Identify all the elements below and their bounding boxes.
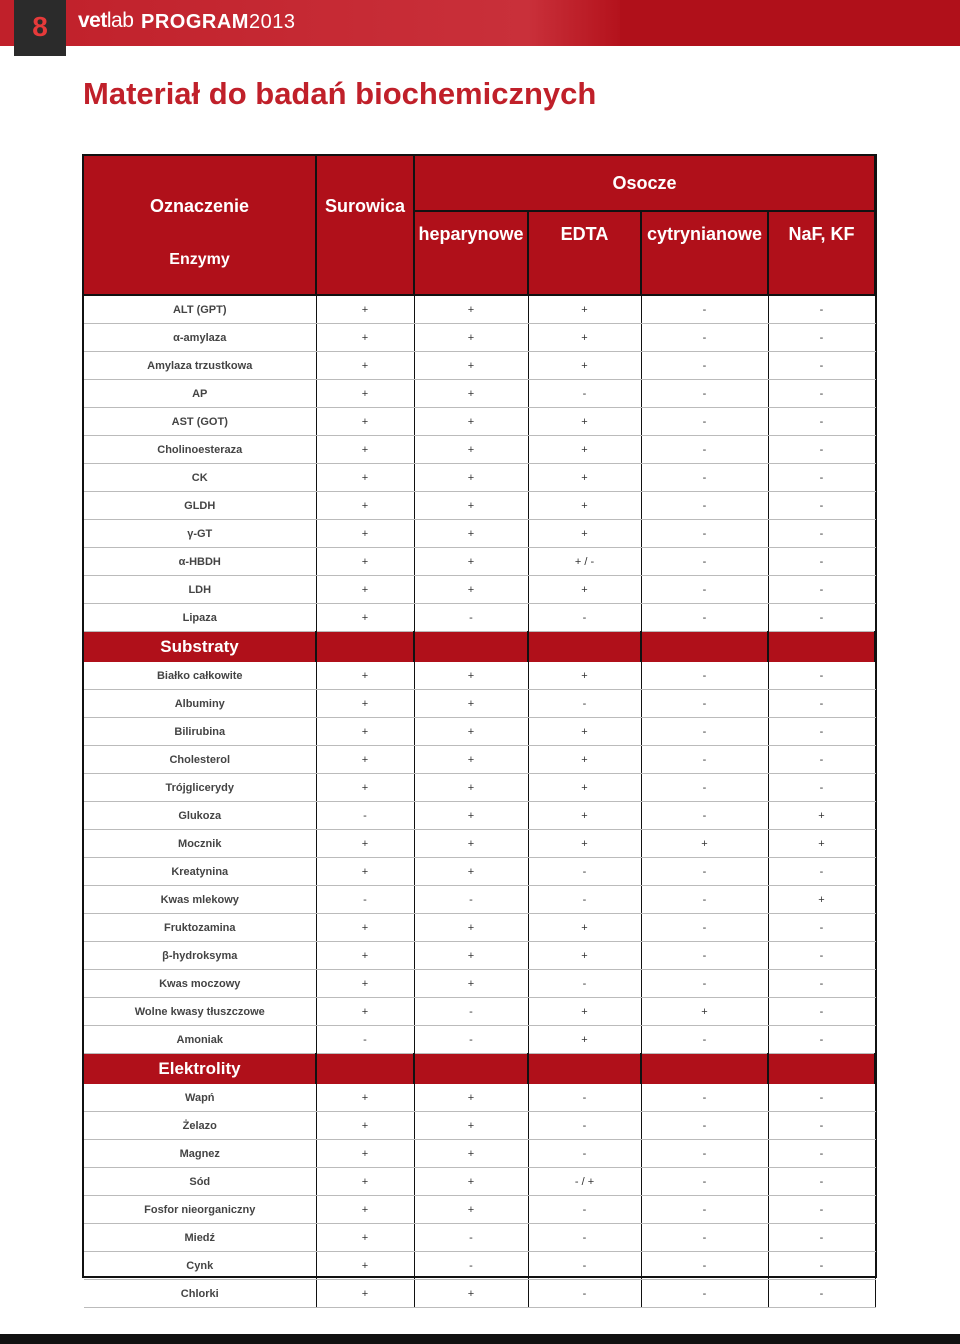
row-label: Cholinoesteraza: [84, 436, 316, 464]
table-cell: +: [414, 324, 528, 352]
table-row: [84, 520, 875, 548]
table-cell: -: [768, 352, 875, 380]
header-oznaczenie-label: Oznaczenie: [149, 196, 250, 216]
table-cell: -: [528, 1224, 641, 1252]
row-label: Magnez: [84, 1140, 316, 1168]
table-cell: +: [414, 1196, 528, 1224]
header-surowica-label: Surowica: [324, 196, 406, 216]
table-cell: +: [414, 1140, 528, 1168]
table-cell: -: [414, 1252, 528, 1280]
row-label: Kreatynina: [84, 858, 316, 886]
table-row: [84, 1224, 875, 1252]
table-cell: +: [414, 690, 528, 718]
table-cell: +: [316, 436, 414, 464]
table-cell: +: [414, 718, 528, 746]
table-cell: +: [528, 492, 641, 520]
table-cell: +: [414, 464, 528, 492]
table-cell: +: [641, 830, 768, 858]
table-row: [84, 774, 875, 802]
section-cell: [768, 632, 875, 663]
table-row: [84, 492, 875, 520]
table-cell: +: [316, 1168, 414, 1196]
row-label: Lipaza: [84, 604, 316, 632]
row-label: Białko całkowite: [84, 662, 316, 690]
table-cell: -: [316, 1026, 414, 1054]
table-cell: +: [316, 295, 414, 324]
table-cell: -: [641, 746, 768, 774]
row-label: Kwas moczowy: [84, 970, 316, 998]
table-cell: -: [528, 970, 641, 998]
table-cell: -: [768, 548, 875, 576]
header-heparynowe: heparynowe: [414, 211, 528, 295]
table-cell: -: [641, 324, 768, 352]
table-row: [84, 998, 875, 1026]
table-cell: +: [528, 520, 641, 548]
table-cell: - / +: [528, 1168, 641, 1196]
table-cell: +: [316, 520, 414, 548]
row-label: Bilirubina: [84, 718, 316, 746]
program-text: PROGRAM: [141, 11, 249, 33]
brand-logo: [78, 9, 133, 33]
table-cell: +: [528, 576, 641, 604]
table-cell: -: [768, 914, 875, 942]
table-cell: -: [768, 604, 875, 632]
table-cell: -: [528, 604, 641, 632]
table-cell: +: [414, 408, 528, 436]
table-cell: -: [768, 718, 875, 746]
header-surowica: [316, 156, 414, 295]
table-cell: -: [768, 1168, 875, 1196]
table-cell: +: [316, 492, 414, 520]
row-label: α-HBDH: [84, 548, 316, 576]
table-row: [84, 690, 875, 718]
table-cell: -: [768, 380, 875, 408]
table-row: [84, 802, 875, 830]
table-row: [84, 970, 875, 998]
table-row: [84, 408, 875, 436]
table-cell: +: [414, 970, 528, 998]
table-cell: -: [528, 690, 641, 718]
table-cell: -: [641, 690, 768, 718]
section-cell: [414, 1054, 528, 1085]
table-row: [84, 464, 875, 492]
table-row: [84, 1112, 875, 1140]
table-cell: -: [768, 1196, 875, 1224]
table-cell: -: [528, 1112, 641, 1140]
section-cell: [528, 1054, 641, 1085]
table-cell: +: [528, 802, 641, 830]
table-cell: -: [641, 576, 768, 604]
table-cell: -: [316, 802, 414, 830]
table-cell: +: [316, 548, 414, 576]
table-cell: +: [316, 858, 414, 886]
table-row: [84, 324, 875, 352]
header-osocze: Osocze: [414, 156, 875, 211]
section-cell: [414, 632, 528, 663]
table-cell: -: [768, 690, 875, 718]
page-number: 8: [14, 0, 66, 56]
table-row: [84, 1084, 875, 1112]
table-cell: +: [316, 1196, 414, 1224]
table-cell: -: [414, 604, 528, 632]
table-cell: -: [768, 295, 875, 324]
table-cell: +: [414, 380, 528, 408]
row-label: Cynk: [84, 1252, 316, 1280]
row-label: Fosfor nieorganiczny: [84, 1196, 316, 1224]
section-title-enzymy: Enzymy: [169, 251, 230, 268]
table-cell: +: [316, 604, 414, 632]
table-cell: +: [414, 436, 528, 464]
table-cell: +: [414, 830, 528, 858]
table-cell: -: [641, 1026, 768, 1054]
table-cell: -: [768, 464, 875, 492]
table-row: [84, 746, 875, 774]
table-row: [84, 662, 875, 690]
table-cell: -: [641, 464, 768, 492]
table-row: [84, 380, 875, 408]
row-label: Sód: [84, 1168, 316, 1196]
section-cell: [528, 632, 641, 663]
table-row: [84, 295, 875, 324]
section-title: Substraty: [84, 632, 316, 663]
table-row: [84, 604, 875, 632]
header-naf-kf: NaF, KF: [768, 211, 875, 295]
row-label: Wapń: [84, 1084, 316, 1112]
table-cell: -: [768, 858, 875, 886]
table-cell: -: [641, 1112, 768, 1140]
table-cell: +: [528, 746, 641, 774]
table-cell: -: [768, 998, 875, 1026]
table-cell: -: [641, 1280, 768, 1308]
table-cell: -: [641, 1252, 768, 1280]
table-cell: -: [768, 1084, 875, 1112]
table-cell: -: [528, 1252, 641, 1280]
table-cell: -: [641, 408, 768, 436]
table-row: [84, 830, 875, 858]
table-cell: +: [528, 1026, 641, 1054]
table-cell: +: [316, 970, 414, 998]
table-cell: -: [768, 576, 875, 604]
header-edta: EDTA: [528, 211, 641, 295]
table-cell: +: [528, 408, 641, 436]
table-cell: -: [768, 492, 875, 520]
row-label: Chlorki: [84, 1280, 316, 1308]
table-cell: -: [768, 942, 875, 970]
table-cell: -: [768, 970, 875, 998]
table-cell: +: [528, 295, 641, 324]
table-row: [84, 718, 875, 746]
row-label: Wolne kwasy tłuszczowe: [84, 998, 316, 1026]
table-cell: +: [528, 718, 641, 746]
table-cell: -: [768, 408, 875, 436]
row-label: β-hydroksyma: [84, 942, 316, 970]
bottom-bar: [0, 1334, 960, 1344]
table-cell: -: [528, 1280, 641, 1308]
section-cell: [641, 1054, 768, 1085]
table-cell: -: [768, 324, 875, 352]
section-row-substraty: [84, 632, 875, 663]
table-cell: -: [641, 858, 768, 886]
table-cell: -: [768, 746, 875, 774]
table-row: [84, 1252, 875, 1280]
table-cell: -: [528, 886, 641, 914]
table-cell: +: [316, 690, 414, 718]
table-cell: -: [528, 1140, 641, 1168]
table-row: [84, 914, 875, 942]
row-label: LDH: [84, 576, 316, 604]
table-cell: +: [414, 662, 528, 690]
table-cell: +: [528, 464, 641, 492]
table-cell: -: [641, 295, 768, 324]
table-cell: +: [316, 1252, 414, 1280]
biochem-table: [84, 156, 876, 1308]
table-cell: +: [414, 746, 528, 774]
table-cell: -: [528, 858, 641, 886]
table-cell: -: [768, 662, 875, 690]
row-label: Glukoza: [84, 802, 316, 830]
table-cell: -: [641, 492, 768, 520]
table-cell: +: [414, 1112, 528, 1140]
table-cell: -: [641, 1224, 768, 1252]
brand-rest: lab: [106, 9, 134, 32]
row-label: γ-GT: [84, 520, 316, 548]
table-cell: +: [316, 324, 414, 352]
table-cell: -: [316, 886, 414, 914]
table-cell: +: [528, 436, 641, 464]
row-label: ALT (GPT): [84, 295, 316, 324]
table-cell: +: [528, 830, 641, 858]
table-cell: +: [768, 886, 875, 914]
table-cell: -: [641, 1196, 768, 1224]
table-cell: +: [414, 520, 528, 548]
table-cell: -: [768, 774, 875, 802]
section-title: Elektrolity: [84, 1054, 316, 1085]
table-cell: -: [768, 1140, 875, 1168]
table-cell: -: [641, 774, 768, 802]
table-cell: +: [528, 774, 641, 802]
table-cell: -: [641, 970, 768, 998]
table-cell: +: [414, 492, 528, 520]
table-cell: +: [316, 774, 414, 802]
table-cell: -: [641, 942, 768, 970]
table-cell: +: [316, 1280, 414, 1308]
table-cell: -: [641, 914, 768, 942]
table-cell: -: [641, 718, 768, 746]
table-cell: -: [414, 1026, 528, 1054]
table-cell: +: [414, 352, 528, 380]
table-cell: +: [414, 576, 528, 604]
table-cell: -: [641, 352, 768, 380]
table-cell: -: [641, 548, 768, 576]
table-row: [84, 942, 875, 970]
table-cell: -: [528, 380, 641, 408]
page-title: Materiał do badań biochemicznych: [83, 76, 597, 111]
table-cell: +: [316, 942, 414, 970]
table-cell: +: [414, 858, 528, 886]
table-row: [84, 352, 875, 380]
table-cell: +: [528, 324, 641, 352]
row-label: α-amylaza: [84, 324, 316, 352]
header-cytrynianowe: cytrynianowe: [641, 211, 768, 295]
table-cell: -: [641, 380, 768, 408]
table-cell: -: [641, 520, 768, 548]
row-label: Kwas mlekowy: [84, 886, 316, 914]
table-cell: +: [414, 942, 528, 970]
table-cell: -: [768, 1026, 875, 1054]
table-row: [84, 1168, 875, 1196]
table-cell: +: [316, 1112, 414, 1140]
section-cell: [316, 1054, 414, 1085]
table-cell: -: [768, 520, 875, 548]
section-cell: [641, 632, 768, 663]
table-cell: +: [316, 408, 414, 436]
table-cell: -: [414, 1224, 528, 1252]
row-label: Trójglicerydy: [84, 774, 316, 802]
table-cell: +: [414, 1280, 528, 1308]
table-cell: -: [768, 1280, 875, 1308]
table-row: [84, 576, 875, 604]
table-cell: +: [316, 718, 414, 746]
row-label: CK: [84, 464, 316, 492]
table-cell: +: [316, 1140, 414, 1168]
table-cell: -: [641, 604, 768, 632]
table-cell: +: [528, 942, 641, 970]
table-cell: +: [641, 998, 768, 1026]
table-cell: +: [316, 1084, 414, 1112]
table-cell: -: [641, 1140, 768, 1168]
table-cell: +: [414, 1084, 528, 1112]
table-cell: +: [414, 295, 528, 324]
table-cell: -: [414, 998, 528, 1026]
table-cell: +: [528, 914, 641, 942]
section-cell: [316, 632, 414, 663]
table-cell: -: [641, 1168, 768, 1196]
row-label: AST (GOT): [84, 408, 316, 436]
table-cell: +: [414, 1168, 528, 1196]
row-label: Żelazo: [84, 1112, 316, 1140]
row-label: Fruktozamina: [84, 914, 316, 942]
row-label: AP: [84, 380, 316, 408]
table-cell: +: [414, 914, 528, 942]
row-label: Miedź: [84, 1224, 316, 1252]
table-cell: -: [641, 1084, 768, 1112]
table-cell: -: [528, 1084, 641, 1112]
table-cell: -: [641, 886, 768, 914]
table-cell: +: [528, 662, 641, 690]
table-cell: +: [316, 914, 414, 942]
table-cell: +: [316, 998, 414, 1026]
program-label: [141, 11, 295, 34]
row-label: GLDH: [84, 492, 316, 520]
table-frame: [82, 154, 877, 1300]
top-bar-right: [620, 0, 960, 46]
row-label: Amylaza trzustkowa: [84, 352, 316, 380]
table-cell: +: [414, 548, 528, 576]
table-cell: +: [528, 352, 641, 380]
table-row: [84, 1026, 875, 1054]
table-cell: +: [768, 802, 875, 830]
table-cell: +: [316, 464, 414, 492]
table-cell: -: [768, 1252, 875, 1280]
table-cell: +: [768, 830, 875, 858]
table-cell: +: [316, 352, 414, 380]
table-cell: +: [414, 774, 528, 802]
table-cell: +: [316, 576, 414, 604]
table-cell: -: [768, 1112, 875, 1140]
table-row: [84, 548, 875, 576]
table-cell: -: [641, 802, 768, 830]
table-row: [84, 886, 875, 914]
table-cell: +: [316, 380, 414, 408]
table-cell: +: [414, 802, 528, 830]
section-row-elektrolity: [84, 1054, 875, 1085]
row-label: Mocznik: [84, 830, 316, 858]
table-cell: +: [316, 830, 414, 858]
row-label: Albuminy: [84, 690, 316, 718]
table-row: [84, 1140, 875, 1168]
table-row: [84, 1280, 875, 1308]
table-row: [84, 1196, 875, 1224]
program-year: 2013: [248, 11, 296, 33]
table-cell: +: [316, 662, 414, 690]
table-cell: + / -: [528, 548, 641, 576]
table-cell: -: [768, 436, 875, 464]
header-oznaczenie: [84, 156, 316, 295]
table-cell: +: [316, 1224, 414, 1252]
table-cell: -: [641, 662, 768, 690]
table-cell: -: [528, 1196, 641, 1224]
row-label: Cholesterol: [84, 746, 316, 774]
table-cell: -: [768, 1224, 875, 1252]
table-row: [84, 858, 875, 886]
table-cell: +: [528, 998, 641, 1026]
table-cell: +: [316, 746, 414, 774]
brand-bold: vet: [78, 9, 107, 32]
row-label: Amoniak: [84, 1026, 316, 1054]
section-cell: [768, 1054, 875, 1085]
table-row: [84, 436, 875, 464]
table-cell: -: [414, 886, 528, 914]
table-cell: -: [641, 436, 768, 464]
